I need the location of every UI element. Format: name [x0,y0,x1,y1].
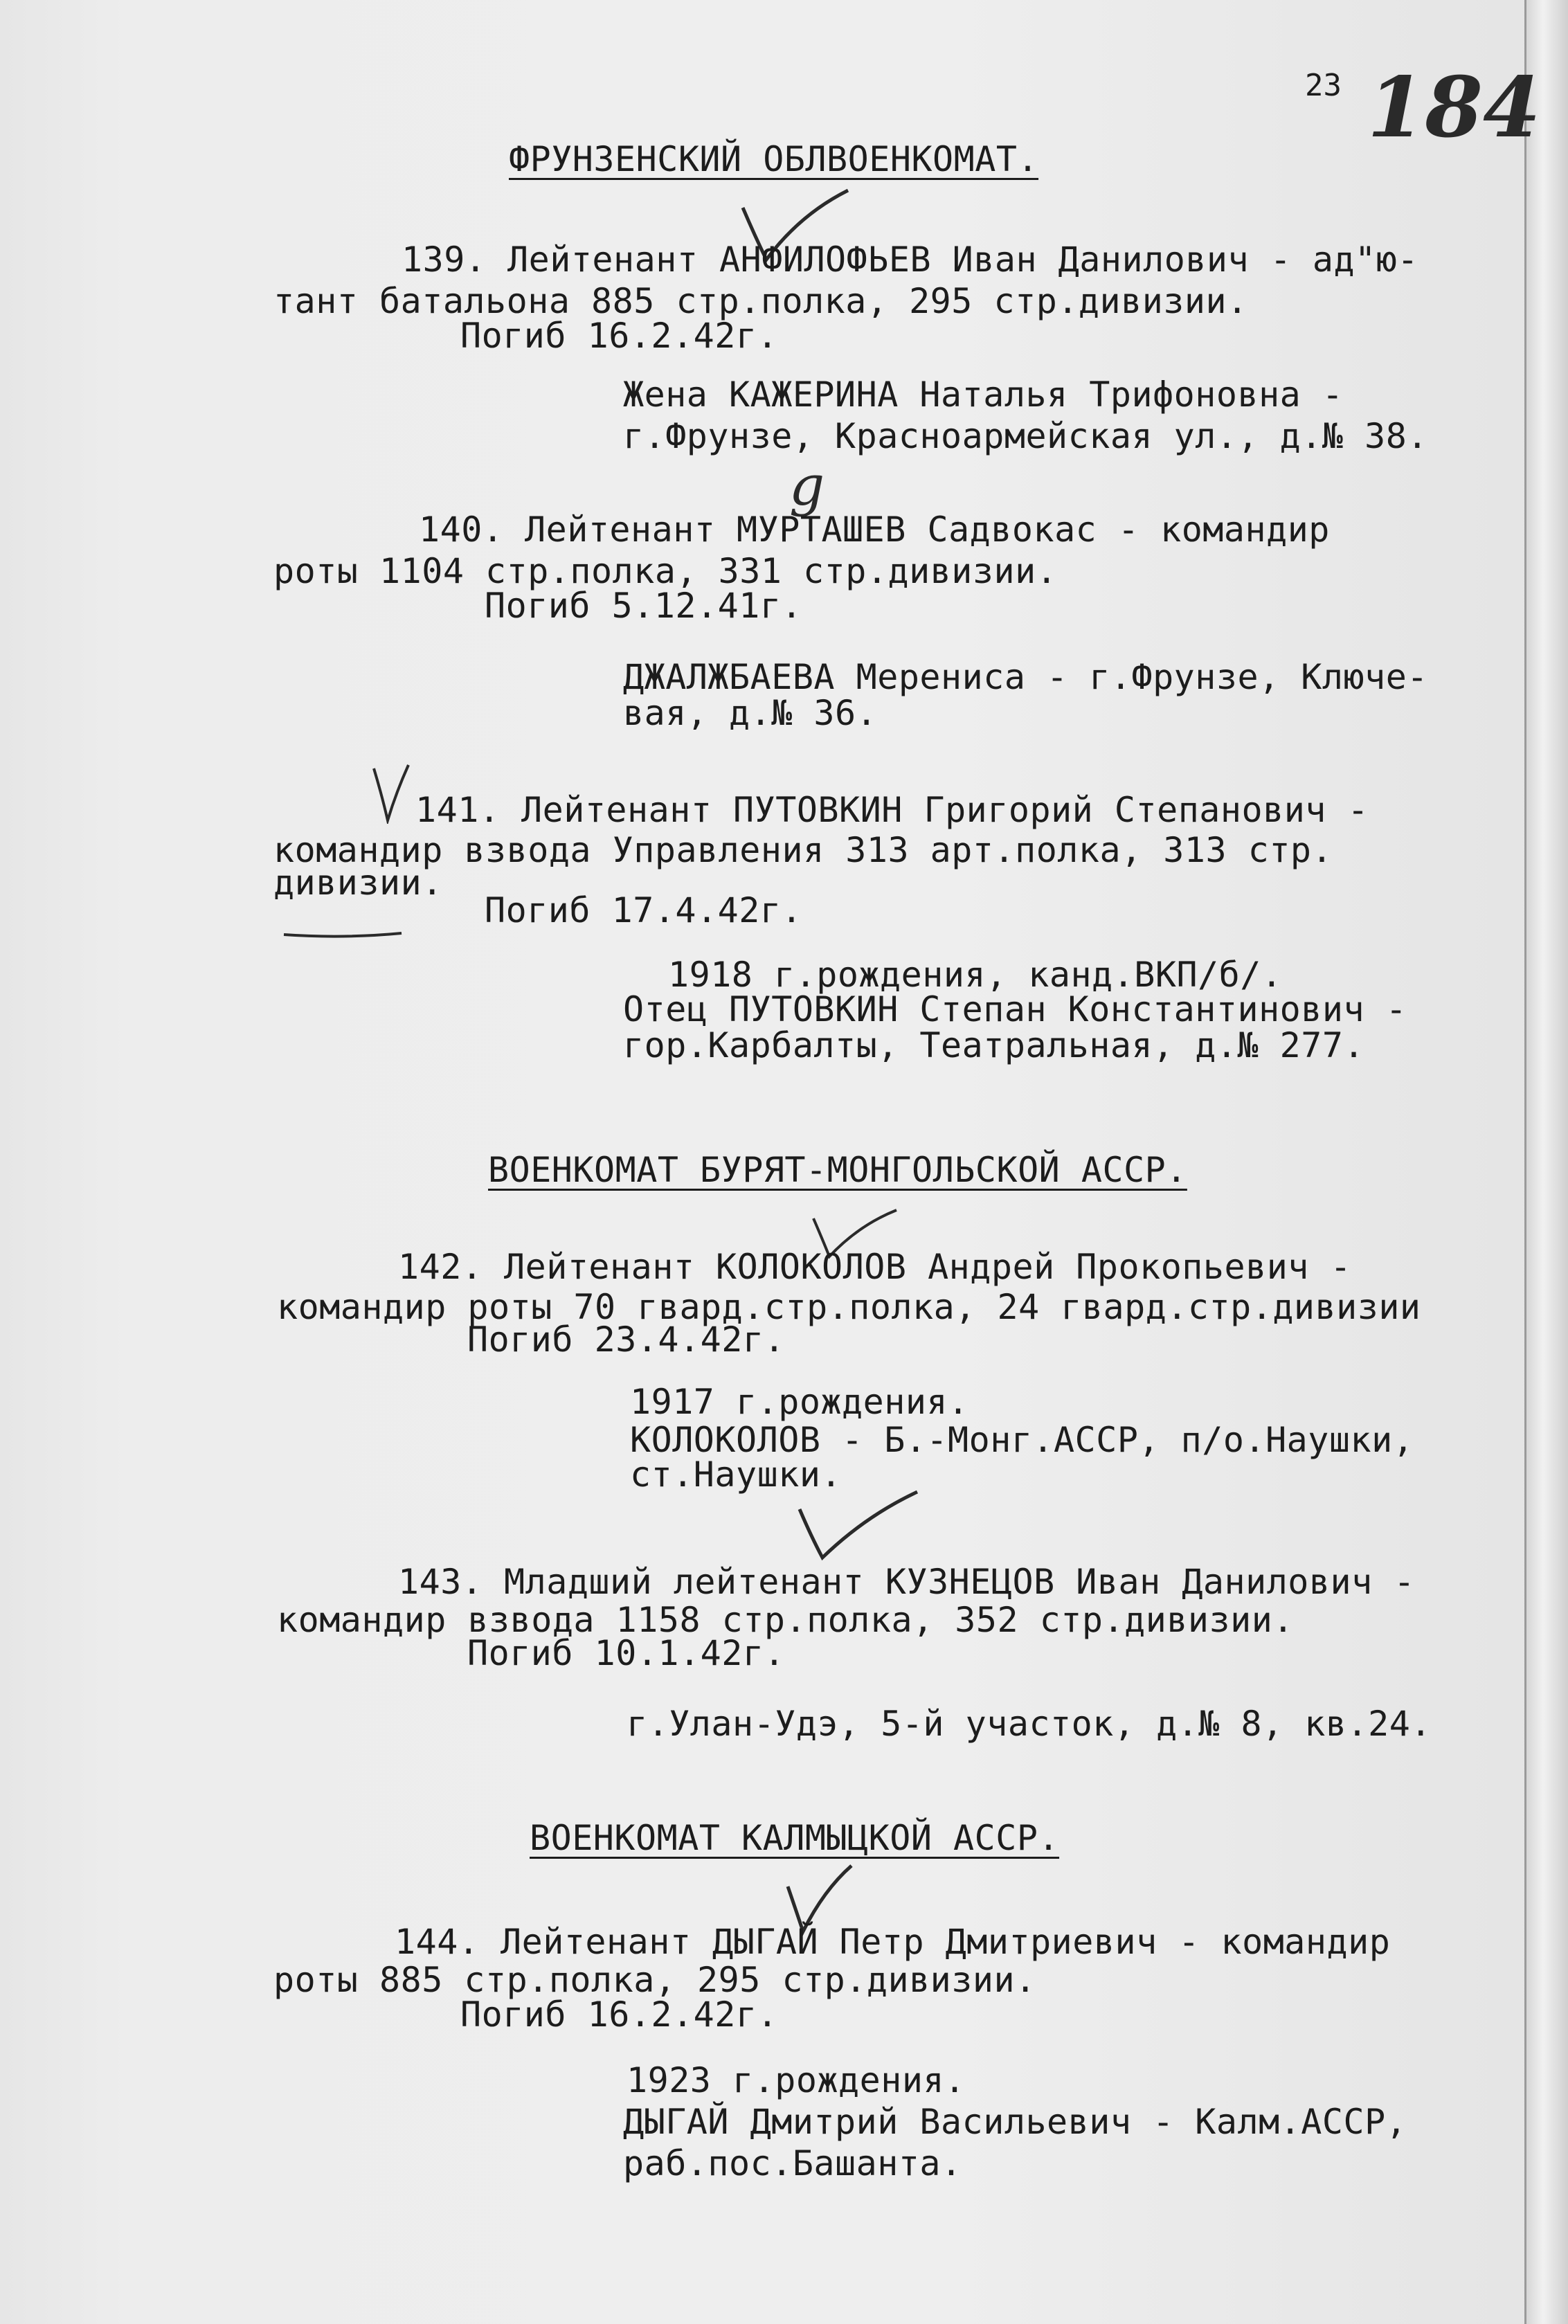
entry-line: командир взвода 1158 стр.полка, 352 стр.дивизии. [277,1600,1294,1640]
entry-line: 144. Лейтенант ДЫГАЙ Петр Дмитриевич - командир [395,1922,1391,1962]
typed-page-number: 23 [1305,68,1342,103]
contact-line: КОЛОКОЛОВ - Б.-Монг.АССР, п/о.Наушки, [630,1420,1414,1460]
contact-line: ДЖАЛЖБАЕВА Мерениса - г.Фрунзе, Ключе- [623,657,1428,697]
checkmark-icon [367,762,415,824]
handwritten-mark: g [789,453,825,518]
death-date: Погиб 16.2.42г. [460,1994,779,2035]
contact-line: гор.Карбалты, Театральная, д.№ 277. [623,1025,1365,1065]
death-date: Погиб 23.4.42г. [467,1319,786,1360]
contact-line: раб.пос.Башанта. [623,2143,962,2183]
section-heading: ФРУНЗЕНСКИЙ ОБЛВОЕНКОМАТ. [509,139,1039,179]
contact-line: 1917 г.рождения. [630,1382,969,1422]
contact-line: 1918 г.рождения, канд.ВКП/б/. [668,955,1283,995]
entry-line: 140. Лейтенант МУРТАШЕВ Садвокас - командир [419,510,1330,550]
checkmark-icon [796,1488,921,1565]
entry-line: тант батальона 885 стр.полка, 295 стр.дивизии. [273,281,1248,321]
death-date: Погиб 16.2.42г. [460,316,779,356]
entry-line: командир взвода Управления 313 арт.полка, 313 стр. [273,830,1333,870]
entry-line: 139. Лейтенант АНФИЛОФЬЕВ Иван Данилович - ад"ю- [402,240,1418,280]
contact-line: 1923 г.рождения. [627,2060,966,2100]
contact-line: г.Фрунзе, Красноармейская ул., д.№ 38. [623,416,1428,456]
contact-line: ст.Наушки. [630,1454,842,1495]
contact-line: Жена КАЖЕРИНА Наталья Трифоновна - [623,375,1344,415]
entry-line: командир роты 70 гвард.стр.полка, 24 гвард.стр.дивизии [277,1287,1421,1327]
page-binding-edge [1524,0,1568,2324]
section-heading: ВОЕНКОМАТ БУРЯТ-МОНГОЛЬСКОЙ АССР. [488,1150,1187,1190]
entry-line: 142. Лейтенант КОЛОКОЛОВ Андрей Прокопьевич - [398,1247,1352,1287]
contact-line: г.Улан-Удэ, 5-й участок, д.№ 8, кв.24. [627,1704,1432,1744]
death-date: Погиб 10.1.42г. [467,1633,786,1673]
entry-line: 143. Младший лейтенант КУЗНЕЦОВ Иван Данилович - [398,1562,1415,1602]
death-date: Погиб 17.4.42г. [485,890,803,930]
contact-line: Отец ПУТОВКИН Степан Константинович - [623,989,1407,1029]
contact-line: ДЫГАЙ Дмитрий Васильевич - Калм.АССР, [623,2102,1407,2142]
entry-line: дивизии. [273,863,443,903]
entry-line: роты 1104 стр.полка, 331 стр.дивизии. [273,551,1058,591]
entry-line: роты 885 стр.полка, 295 стр.дивизии. [273,1960,1036,2000]
section-heading: ВОЕНКОМАТ КАЛМЫЦКОЙ АССР. [530,1818,1060,1858]
underline-mark [280,928,405,942]
contact-line: вая, д.№ 36. [623,693,878,733]
death-date: Погиб 5.12.41г. [485,586,803,626]
entry-line: 141. Лейтенант ПУТОВКИН Григорий Степанович - [415,790,1369,830]
handwritten-page-number: 184 [1367,59,1541,156]
